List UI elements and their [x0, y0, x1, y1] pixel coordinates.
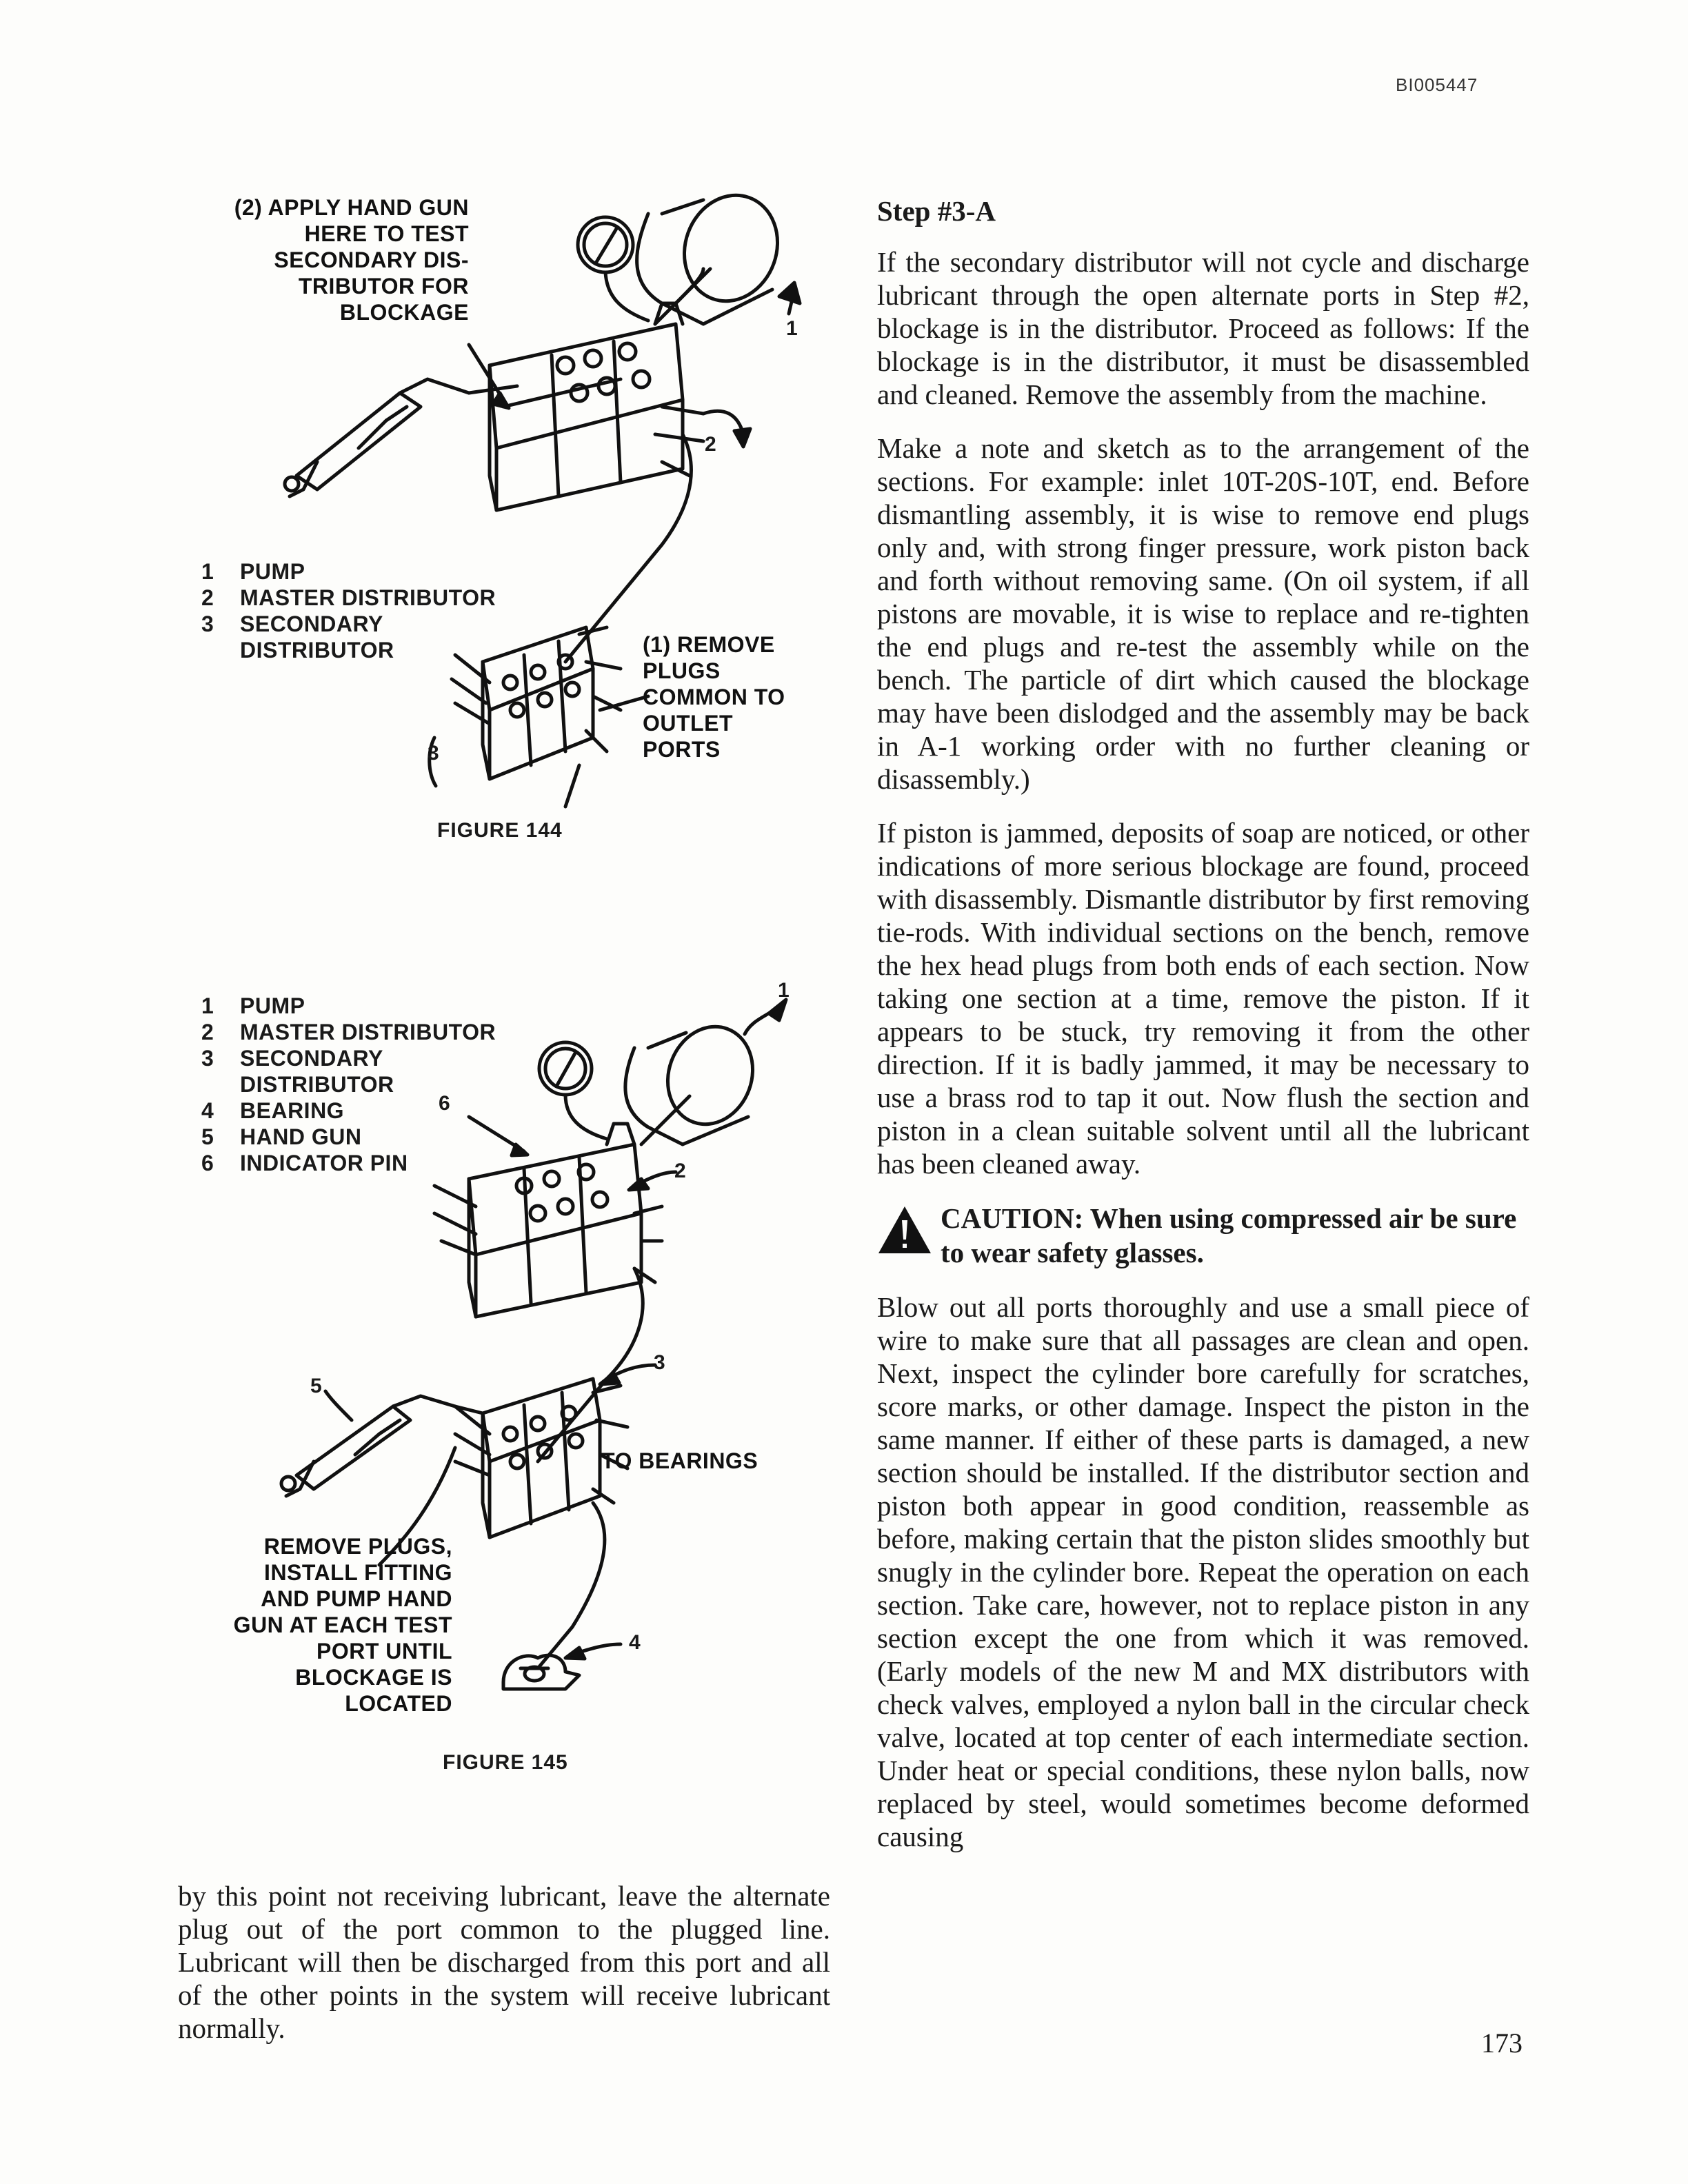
warning-icon [877, 1205, 932, 1255]
figure-145-number-2: 2 [674, 1160, 686, 1182]
figure-144 [179, 186, 841, 848]
figure-144-number-2: 2 [705, 433, 716, 456]
master-distributor-icon [490, 269, 703, 510]
paragraph-4: Blow out all ports thoroughly and use a small piece of wire to make sure that all passages are clean and open. Next, inspect the cylinder bore carefully for scratches, score marks, or other damage. Inspect the piston in the same manner. If either of these parts is damaged, a new section should be installed. If the distributor section and piston both appear in good condition, reassemble as before, making certain that the piston slides smoothly but snugly in the cylinder bore. Repeat the operation on each section. Take care, however, not to replace piston in any section except the one from which it was removed. (Early models of the new M and MX distributors with check valves, employed a nylon ball in the circular check valve, located at top center of each intermediate section. Under heat or special conditions, these nylon balls, now replaced by steel, would sometimes become deformed causing [877, 1291, 1529, 1852]
figure-145-caption: FIGURE 145 [443, 1751, 568, 1774]
figure-144-caption: FIGURE 144 [437, 819, 563, 842]
left-column-text [178, 1879, 830, 2065]
pump-icon [637, 182, 792, 324]
right-column-text [877, 194, 1529, 1874]
bearing-icon [503, 1655, 579, 1689]
page-number: 173 [1481, 2028, 1523, 2059]
caution-notice [877, 1201, 1529, 1270]
figure-144-legend: 1 PUMP 2 MASTER DISTRIBUTOR 3 SECONDARY DISTRIBUTOR [201, 559, 496, 663]
figure-145-number-3: 3 [654, 1351, 665, 1374]
paragraph-3: If piston is jammed, deposits of soap are noticed, or other indications of more serious blockage are found, proceed with disassembly. Dismantle distributor by first removing tie-rods. With individual sections on the bench, remove the hex head plugs from both ends of each section. Now taking one section at a time, remove the piston. If it appears to be stuck, try removing it from the other direction. If it is badly jammed, it may be necessary to use a brass rod to tap it out. Now flush the section and piston in a clean suitable solvent until all the lubricant has been cleaned away. [877, 817, 1529, 1180]
gauge-icon [539, 1042, 607, 1139]
figure-145-number-5: 5 [310, 1375, 322, 1397]
paragraph-2: Make a note and sketch as to the arrangement of the sections. For example: inlet 10T-20S-10T, end. Before dismantling assembly, it is wise to remove end plugs only and, with strong finger pressure, work piston back and forth without removing same. (On oil system, if all pistons are movable, it is wise to replace and re-tighten the end plugs and re-test the assembly while on the bench. The particle of dirt which caused the blockage may have been dislodged and the assembly may be back in A-1 working order with no further cleaning or disassembly.) [877, 432, 1529, 795]
document-id: BI005447 [1396, 74, 1478, 95]
caution-text: CAUTION: When using compressed air be sure to wear safety glasses. [941, 1202, 1517, 1268]
figure-145-bearings-callout: TO BEARINGS [601, 1448, 758, 1473]
left-paragraph: by this point not receiving lubricant, leave the alternate plug out of the port common to the plugged line. Lubricant will then be discharged from this port and all of the other points in the system will receive lubricant normally. [178, 1880, 830, 2044]
figure-145-number-4: 4 [629, 1631, 641, 1654]
figure-145 [179, 979, 841, 1792]
figure-145-legend: 1 PUMP 2 MASTER DISTRIBUTOR 3 SECONDARY DISTRIBUTOR 4 BEARING 5 HAND GUN 6 INDICATOR PIN [201, 993, 496, 1175]
figure-144-number-1: 1 [786, 317, 798, 340]
step-heading: Step #3-A [877, 195, 996, 227]
paragraph-1: If the secondary distributor will not cycle and discharge lubricant through the open alternate ports in Step #2, blockage is in the distributor. Proceed as follows: If the blockage is in the distributor, it must be disassembled and cleaned. Remove the assembly from the machine. [877, 246, 1529, 410]
figure-144-remove-callout: (1) REMOVE PLUGS COMMON TO OUTLET PORTS [643, 632, 785, 762]
hand-gun-icon [281, 1396, 483, 1496]
figure-144-number-3: 3 [428, 742, 439, 765]
figure-145-number-6: 6 [439, 1092, 450, 1115]
figure-144-handgun-callout: (2) APPLY HAND GUN HERE TO TEST SECONDARY DIS- TRIBUTOR FOR BLOCKAGE [234, 195, 469, 325]
figure-145-number-1: 1 [778, 979, 790, 1002]
hand-gun-icon [285, 379, 517, 496]
figure-145-remove-callout: REMOVE PLUGS, INSTALL FITTING AND PUMP HAND GUN AT EACH TEST PORT UNTIL BLOCKAGE IS LOCATED [233, 1534, 452, 1716]
